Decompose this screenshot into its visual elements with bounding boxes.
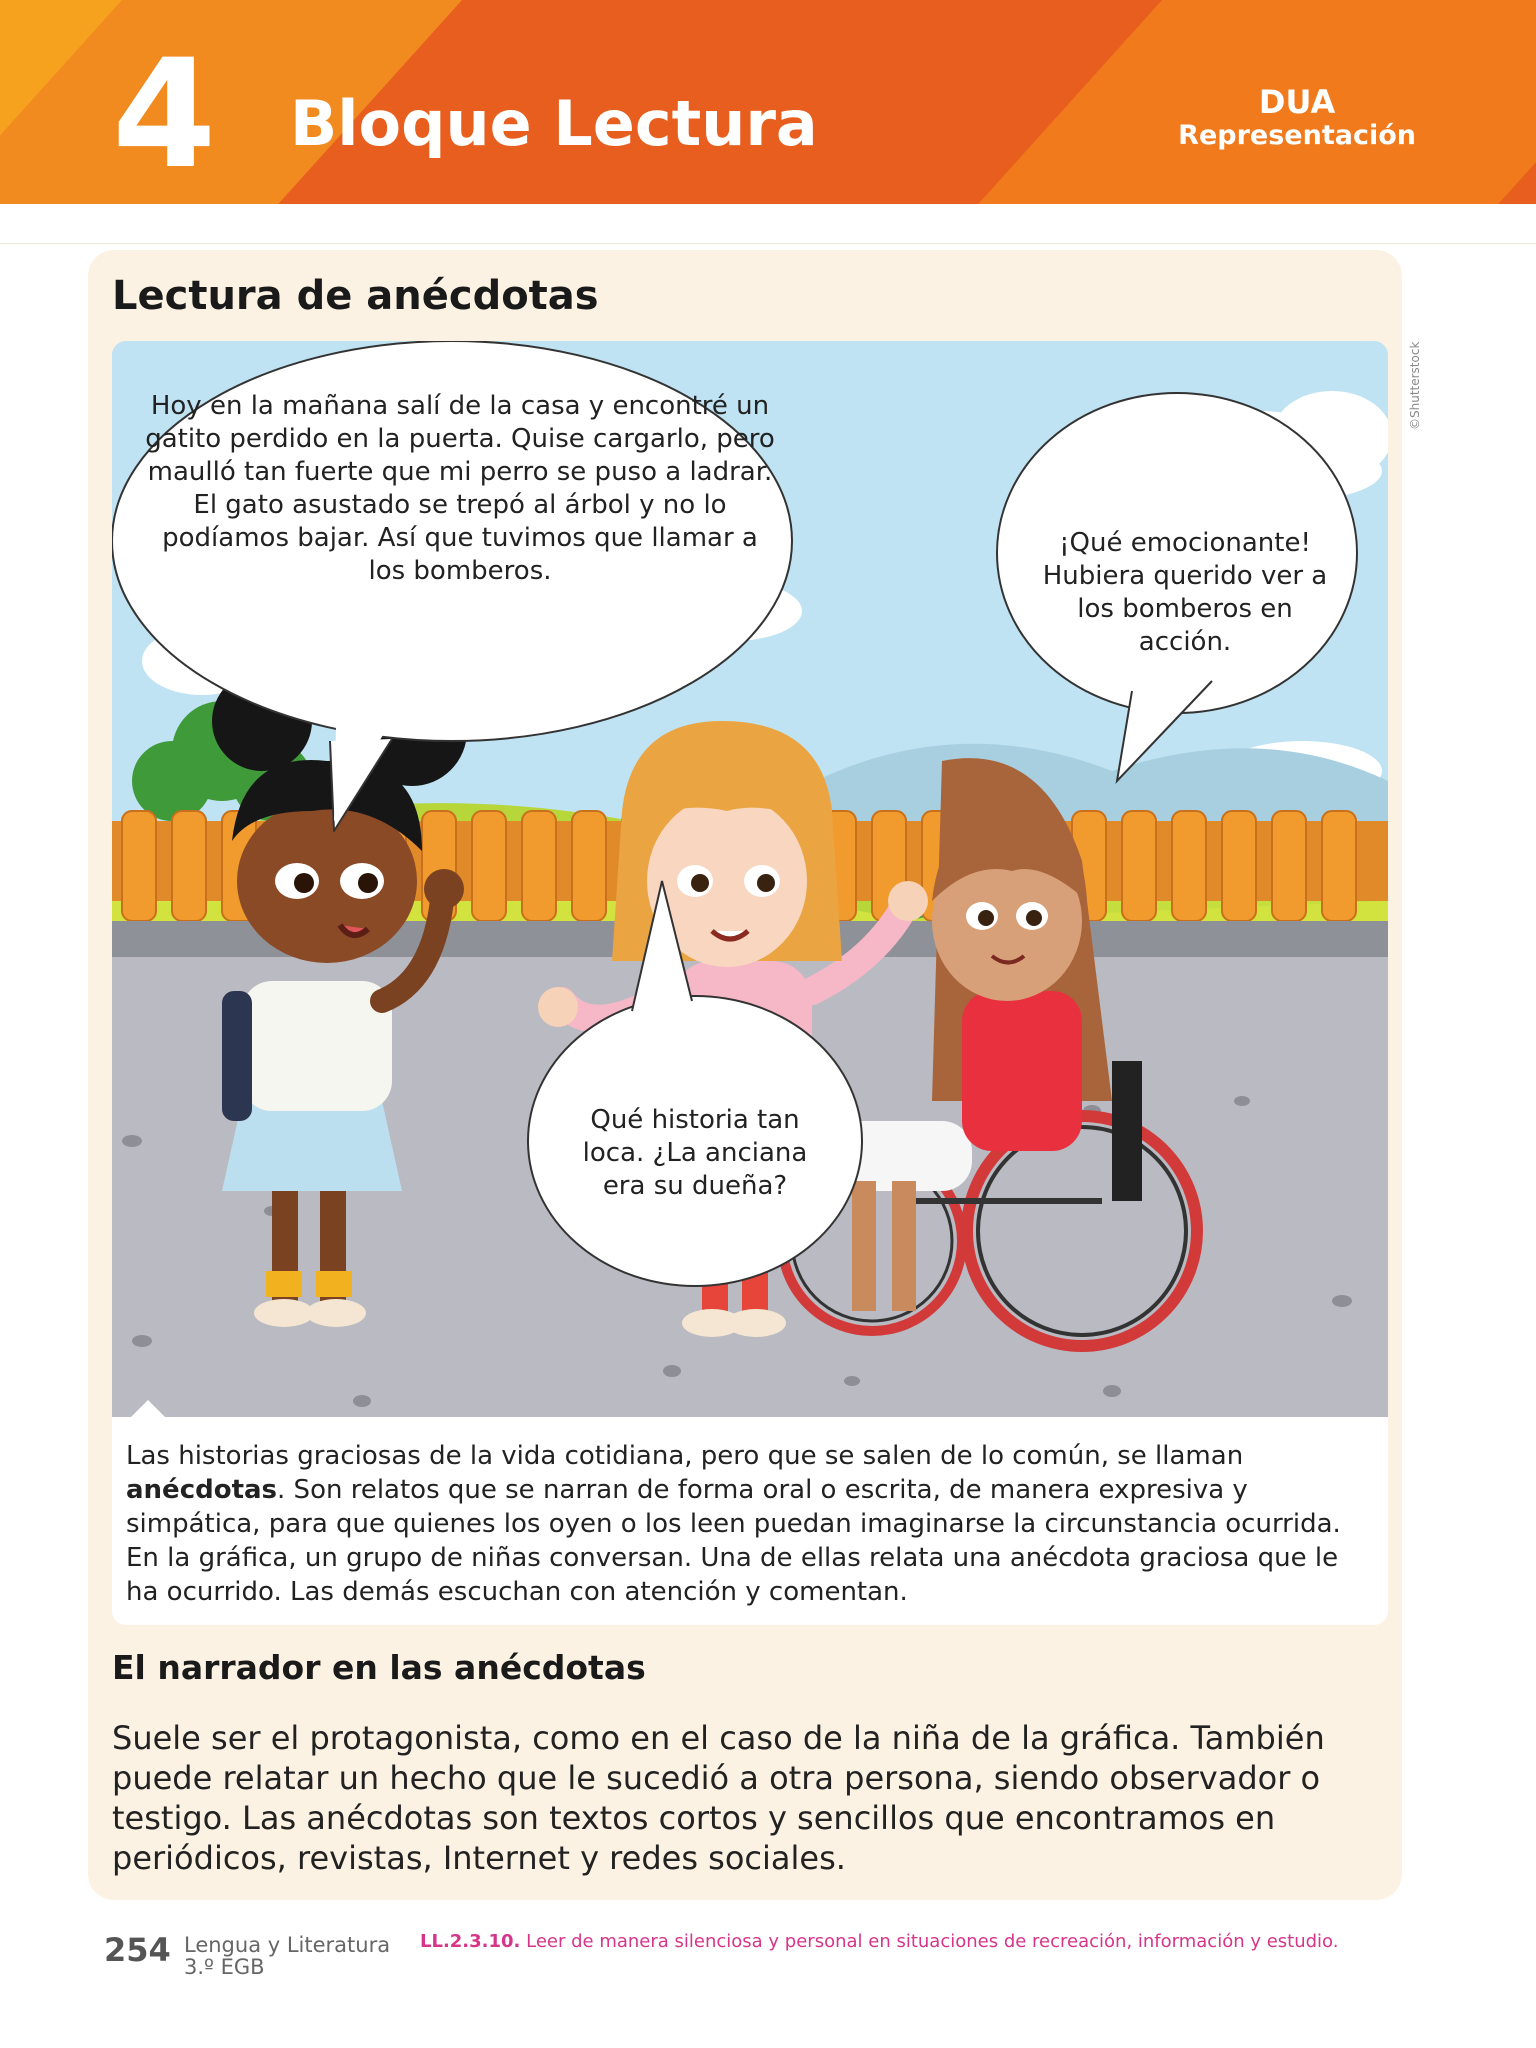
caption-text-start: Las historias graciosas de la vida cotidiana, pero que se salen de lo común, se llaman: [126, 1441, 1244, 1471]
skill-indicator: [420, 1930, 1338, 1954]
subject-label: [184, 1934, 390, 1978]
block-title: Bloque Lectura: [290, 87, 818, 160]
page-number: 254: [104, 1931, 171, 1969]
speech-text-blonde-girl: Qué historia tan loca. ¿La anciana era su dueña?: [582, 1105, 808, 1201]
subject-name: Lengua y Literatura: [184, 1933, 391, 1957]
skill-text: Leer de manera silenciosa y personal en situaciones de recreación, información y estudio.: [520, 1931, 1339, 1952]
speech-text-wheelchair-girl: ¡Qué emocionante! Hubiera querido ver a los bomberos en acción.: [1042, 528, 1328, 657]
caption-text: [126, 1439, 1366, 1609]
section-body: Suele ser el protagonista, como en el caso de la niña de la gráfica. También puede relatar un hecho que le sucedió a otra persona, siendo observador o testigo. Las anécdotas son textos cortos y sencillos que encontramos en periódicos, revistas, Internet y redes sociales.: [112, 1719, 1325, 1877]
caption-keyword: anécdotas: [126, 1475, 278, 1505]
caption-pointer: [130, 1400, 166, 1418]
dua-badge: [1178, 84, 1416, 152]
caption-box: [112, 1417, 1388, 1625]
skill-code: LL.2.3.10.: [420, 1931, 521, 1952]
section-title: El narrador en las anécdotas: [112, 1648, 646, 1687]
grade-label: 3.º EGB: [184, 1955, 265, 1979]
image-credit: ©Shutterstock: [1408, 341, 1422, 430]
caption-text-end: . Son relatos que se narran de forma oral o escrita, de manera expresiva y simpática, para que quienes los oyen o los leen puedan imaginarse la circunstancia ocurrida. En la gráfica, un grupo de niñas conversan. Una de ellas relata una anécdota graciosa que le ha ocurrido. Las demás escuchan con atención y comentan.: [126, 1475, 1341, 1607]
section-title: Lectura de anécdotas: [112, 273, 599, 319]
dua-label: DUA: [1258, 83, 1336, 121]
speech-text-narrator: Hoy en la mañana salí de la casa y encontré un gatito perdido en la puerta. Quise cargarlo, pero maulló tan fuerte que mi perro se puso a ladrar. El gato asustado se trepó al árbol y no lo podíamos bajar. Así que tuvimos que llamar a los bomberos.: [145, 391, 775, 586]
header-divider: [0, 243, 1536, 244]
block-number: 4: [112, 28, 217, 202]
chapter-header: [0, 0, 1536, 204]
dua-subtitle: Representación: [1178, 120, 1416, 151]
